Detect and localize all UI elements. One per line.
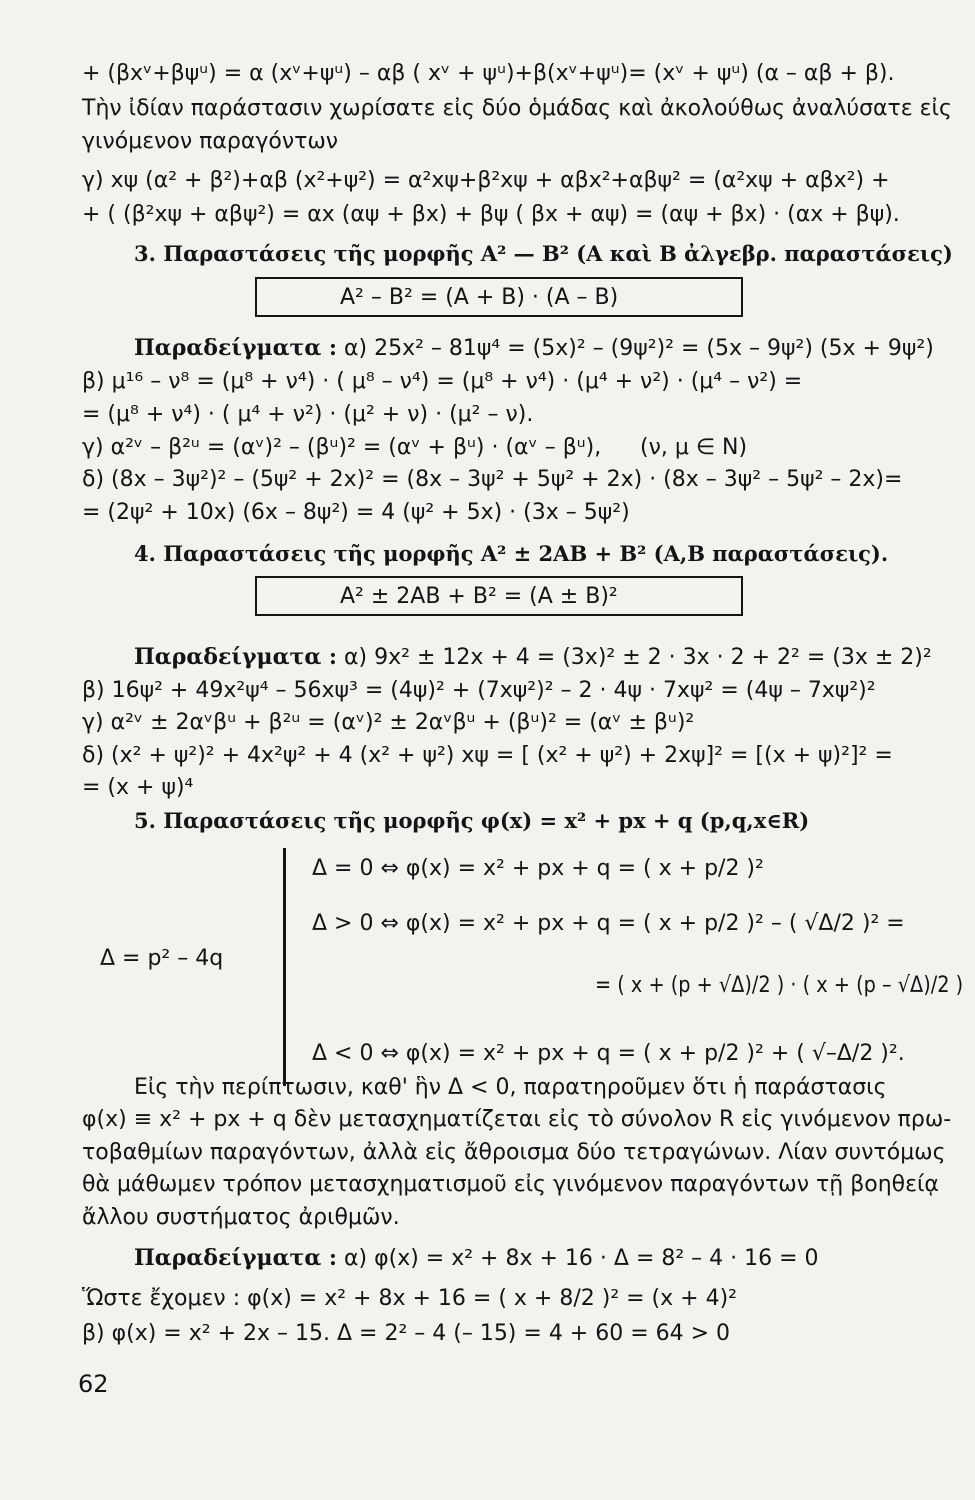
paragraph-line-3: τοβαθμίων παραγόντων, ἀλλὰ εἰς ἄθροισμα δύο τετραγώνων. Λίαν συντόμως xyxy=(82,1140,946,1165)
intro-line-1: + (βxᵛ+βψᵘ) = α (xᵛ+ψᵘ) – αβ ( xᵛ + ψᵘ)+β(xᵛ+ψᵘ)= (xᵛ + ψᵘ) (α – αβ + β). xyxy=(82,61,895,86)
delta-definition: Δ = p² – 4q xyxy=(100,946,224,971)
section-5-example-a-2: Ὥστε ἔχομεν : φ(x) = x² + 8x + 16 = ( x + 8/2 )² = (x + 4)² xyxy=(82,1286,737,1311)
gamma-line-1: γ) xψ (α² + β²)+αβ (x²+ψ²) = α²xψ+β²xψ + αβx²+αβψ² = (α²xψ + αβx²) + xyxy=(82,168,890,193)
section-4-example-d-1: δ) (x² + ψ²)² + 4x²ψ² + 4 (x² + ψ²) xψ = [ (x² + ψ²) + 2xψ]² = [(x + ψ)²]² = xyxy=(82,743,893,768)
intro-line-2: Τὴν ἰδίαν παράστασιν χωρίσατε εἰς δύο ὁμάδας καὶ ἀκολούθως ἀναλύσατε εἰς xyxy=(82,96,952,121)
paragraph-line-1: Εἰς τὴν περίπτωσιν, καθ' ἣν Δ < 0, παρατηροῦμεν ὅτι ἡ παράστασις xyxy=(134,1075,887,1100)
section-3-example-b-2: = (μ⁸ + ν⁴) · ( μ⁴ + ν²) · (μ² + ν) · (μ² – ν). xyxy=(82,402,534,427)
section-4-formula: A² ± 2AB + B² = (A ± B)² xyxy=(340,584,618,609)
section-3-example-d-2: = (2ψ² + 10x) (6x – 8ψ²) = 4 (ψ² + 5x) · (3x – 5ψ²) xyxy=(82,500,630,525)
section-4-example-c: γ) α²ᵛ ± 2αᵛβᵘ + β²ᵘ = (αᵛ)² ± 2αᵛβᵘ + (βᵘ)² = (αᵛ ± βᵘ)² xyxy=(82,710,695,735)
gamma-line-2: + ( (β²xψ + αβψ²) = αx (αψ + βx) + βψ ( βx + αψ) = (αψ + βx) · (αx + βψ). xyxy=(82,202,900,227)
section-4-example-a-line xyxy=(134,643,932,672)
case-delta-positive-2: = ( x + (p + √Δ)/2 ) · ( x + (p – √Δ)/2 ) xyxy=(595,973,964,998)
section-5-example-a: α) φ(x) = x² + 8x + 16 · Δ = 8² – 4 · 16 = 0 xyxy=(344,1246,819,1271)
section-3-example-a-line xyxy=(134,334,934,363)
section-5-examples-label: Παραδείγματα : xyxy=(134,1245,338,1271)
section-5-heading: 5. Παραστάσεις τῆς μορφῆς φ(x) = x² + px + q (p,q,x∈R) xyxy=(134,808,810,833)
section-3-example-c: γ) α²ᵛ – β²ᵘ = (αᵛ)² – (βᵘ)² = (αᵛ + βᵘ) · (αᵛ – βᵘ), xyxy=(82,435,602,460)
cases-divider xyxy=(283,848,286,1086)
section-3-example-a: α) 25x² – 81ψ⁴ = (5x)² – (9ψ²)² = (5x – 9ψ²) (5x + 9ψ²) xyxy=(344,336,934,361)
section-3-examples-label: Παραδείγματα : xyxy=(134,335,338,361)
section-4-example-d-2: = (x + ψ)⁴ xyxy=(82,775,194,800)
page-number: 62 xyxy=(78,1370,109,1398)
section-4-example-a: α) 9x² ± 12x + 4 = (3x)² ± 2 · 3x · 2 + 2² = (3x ± 2)² xyxy=(344,645,932,670)
section-5-example-a-line xyxy=(134,1244,819,1273)
case-delta-negative: Δ < 0 ⇔ φ(x) = x² + px + q = ( x + p/2 )² + ( √–Δ/2 )². xyxy=(312,1041,905,1066)
paragraph-line-4: θὰ μάθωμεν τρόπον μετασχηματισμοῦ εἰς γινόμενον παραγόντων τῇ βοηθείᾳ xyxy=(82,1172,939,1197)
section-4-examples-label: Παραδείγματα : xyxy=(134,644,338,670)
paragraph-line-2: φ(x) ≡ x² + px + q δὲν μετασχηματίζεται εἰς τὸ σύνολον R εἰς γινόμενον πρω- xyxy=(82,1107,952,1132)
paragraph-line-5: ἄλλου συστήματος ἀριθμῶν. xyxy=(82,1205,400,1230)
intro-line-3: γινόμενον παραγόντων xyxy=(82,129,339,154)
section-4-example-b: β) 16ψ² + 49x²ψ⁴ – 56xψ³ = (4ψ)² + (7xψ²)² – 2 · 4ψ · 7xψ² = (4ψ – 7xψ²)² xyxy=(82,678,876,703)
case-delta-positive-1: Δ > 0 ⇔ φ(x) = x² + px + q = ( x + p/2 )² – ( √Δ/2 )² = xyxy=(312,911,905,936)
section-4-heading: 4. Παραστάσεις τῆς μορφῆς A² ± 2AB + B² (A,B παραστάσεις). xyxy=(134,541,889,566)
section-3-heading: 3. Παραστάσεις τῆς μορφῆς A² — B² (A καὶ B ἀλγεβρ. παραστάσεις) xyxy=(134,241,953,266)
section-3-example-b-1: β) μ¹⁶ – ν⁸ = (μ⁸ + ν⁴) · ( μ⁸ – ν⁴) = (μ⁸ + ν⁴) · (μ⁴ + ν²) · (μ⁴ – ν²) = xyxy=(82,369,803,394)
section-3-example-d-1: δ) (8x – 3ψ²)² – (5ψ² + 2x)² = (8x – 3ψ² + 5ψ² + 2x) · (8x – 3ψ² – 5ψ² – 2x)= xyxy=(82,467,903,492)
section-5-example-b: β) φ(x) = x² + 2x – 15. Δ = 2² – 4 (– 15) = 4 + 60 = 64 > 0 xyxy=(82,1321,731,1346)
case-delta-zero: Δ = 0 ⇔ φ(x) = x² + px + q = ( x + p/2 )² xyxy=(312,856,764,881)
section-3-example-c-condition: (ν, μ ∈ N) xyxy=(640,435,748,460)
section-3-formula: A² – B² = (A + B) · (A – B) xyxy=(340,285,619,310)
